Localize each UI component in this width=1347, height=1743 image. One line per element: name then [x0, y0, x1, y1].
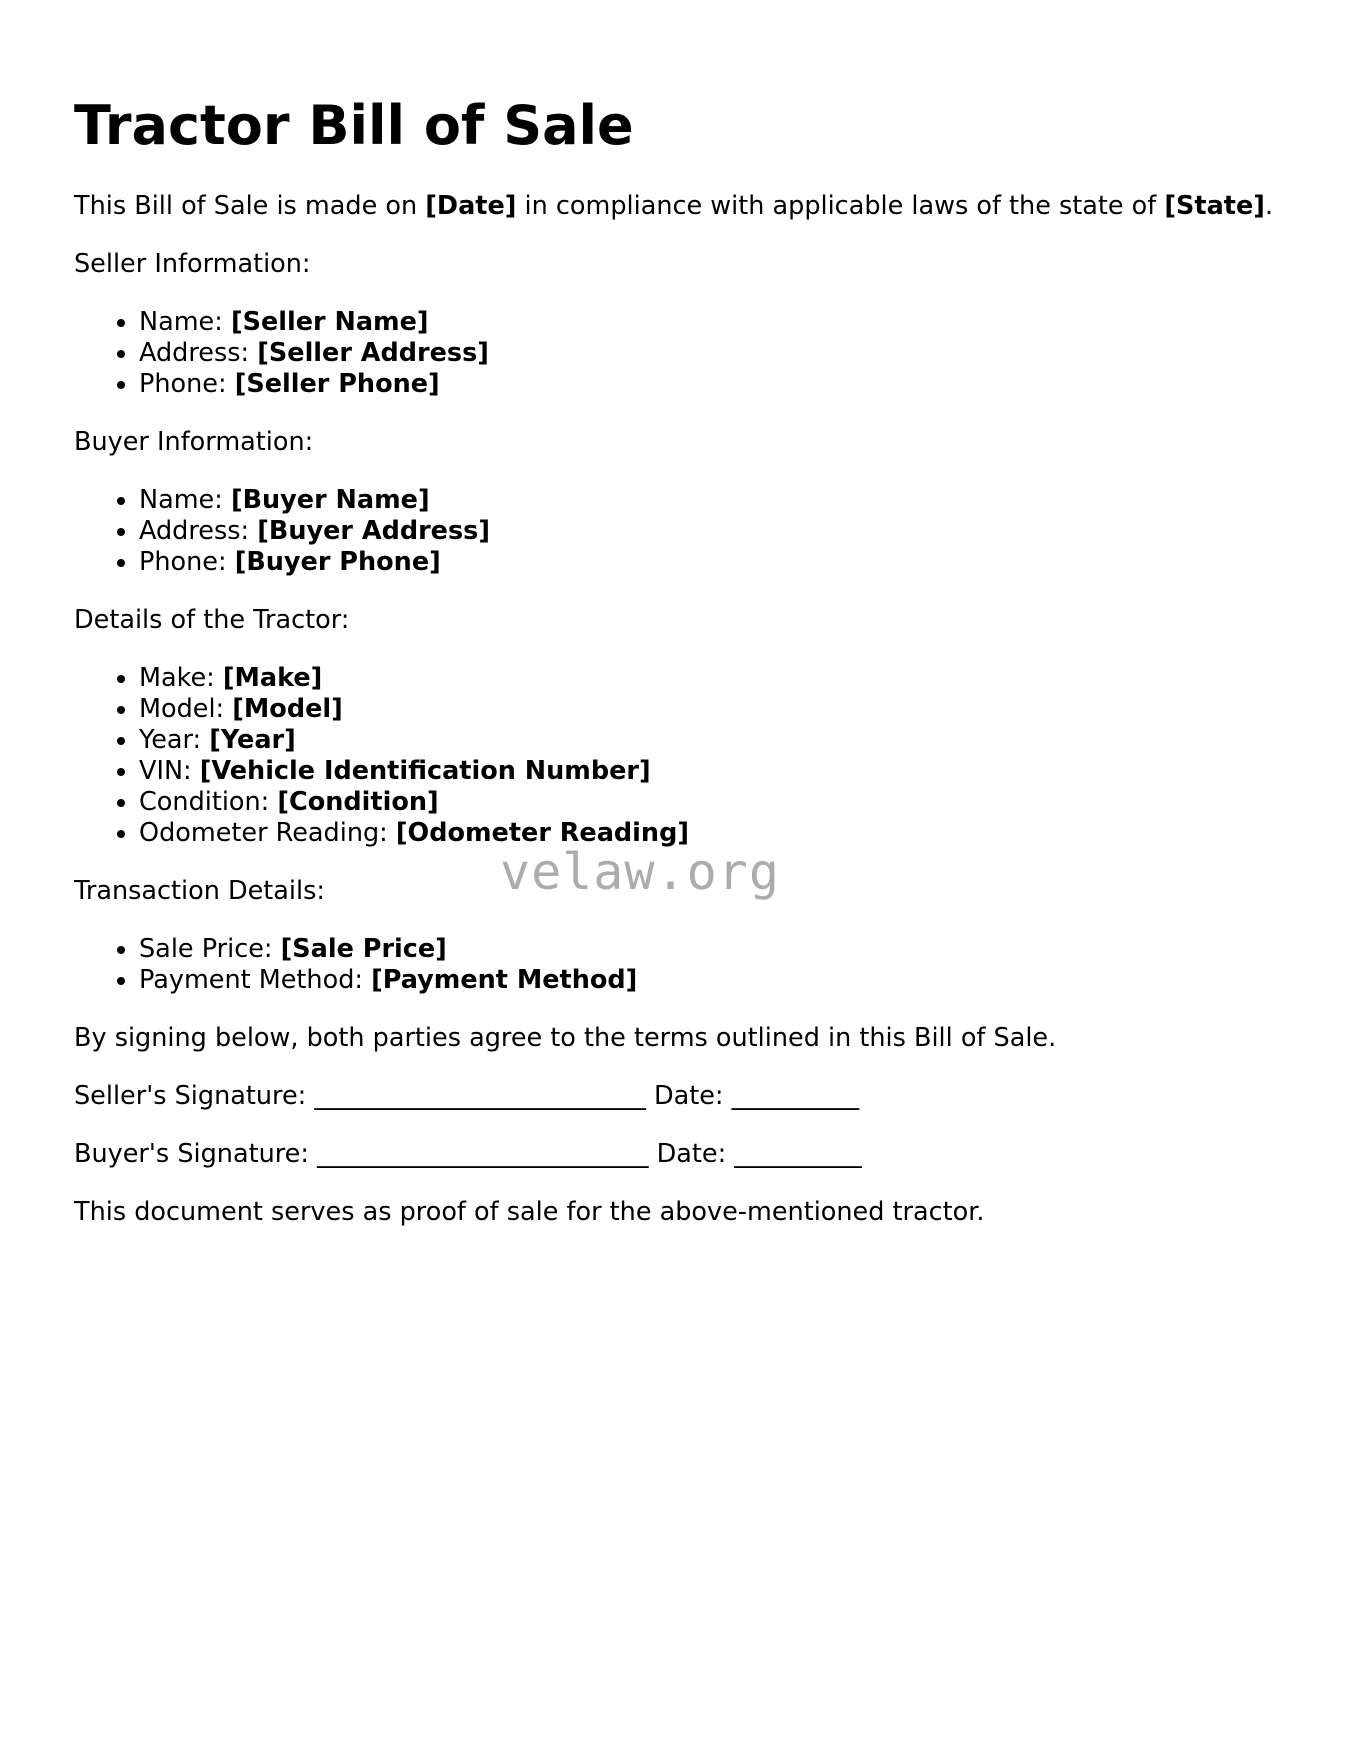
- date-placeholder: [Date]: [425, 191, 517, 221]
- field-value: [Odometer Reading]: [395, 818, 689, 848]
- closing-paragraph: This document serves as proof of sale for the above-mentioned tractor.: [74, 1197, 985, 1227]
- field-value: [Seller Phone]: [234, 369, 440, 399]
- transaction-heading: Transaction Details:: [74, 876, 325, 906]
- seller-address-item: [139, 338, 1274, 369]
- field-label: Model:: [139, 694, 233, 724]
- field-value: [Make]: [222, 663, 323, 693]
- buyer-address-item: [139, 516, 1274, 547]
- intro-prefix: This Bill of Sale is made on: [74, 191, 426, 221]
- field-label: Phone:: [139, 547, 235, 577]
- field-value: [Payment Method]: [371, 965, 638, 995]
- field-value: [Seller Name]: [230, 307, 429, 337]
- field-label: Phone:: [139, 369, 235, 399]
- field-value: [Seller Address]: [257, 338, 489, 368]
- field-value: [Buyer Address]: [257, 516, 490, 546]
- seller-name-item: [139, 307, 1274, 338]
- field-label: VIN:: [139, 756, 200, 786]
- field-label: Year:: [139, 725, 210, 755]
- sale-price-item: [139, 934, 1274, 965]
- tractor-list: [74, 663, 1274, 849]
- field-label: Make:: [139, 663, 223, 693]
- buyer-name-item: [139, 485, 1274, 516]
- seller-signature-line: Seller's Signature: __________________________ Date: __________: [74, 1081, 860, 1111]
- field-label: Sale Price:: [139, 934, 281, 964]
- watermark: velaw.org: [500, 843, 780, 901]
- buyer-phone-item: [139, 547, 1274, 578]
- transaction-list: [74, 934, 1274, 996]
- buyer-heading: Buyer Information:: [74, 427, 314, 457]
- seller-heading: Seller Information:: [74, 249, 311, 279]
- field-label: Name:: [139, 307, 231, 337]
- payment-method-item: [139, 965, 1274, 996]
- field-value: [Condition]: [277, 787, 439, 817]
- field-label: Condition:: [139, 787, 278, 817]
- field-label: Odometer Reading:: [139, 818, 396, 848]
- tractor-model-item: [139, 694, 1274, 725]
- seller-phone-item: [139, 369, 1274, 400]
- field-label: Name:: [139, 485, 231, 515]
- agreement-paragraph: By signing below, both parties agree to the terms outlined in this Bill of Sale.: [74, 1023, 1057, 1053]
- intro-suffix: .: [1264, 191, 1274, 221]
- field-label: Address:: [139, 338, 258, 368]
- state-placeholder: [State]: [1164, 191, 1265, 221]
- tractor-year-item: [139, 725, 1274, 756]
- field-value: [Model]: [232, 694, 343, 724]
- field-value: [Buyer Phone]: [234, 547, 441, 577]
- tractor-heading: Details of the Tractor:: [74, 605, 350, 635]
- document-body: [74, 191, 1274, 1255]
- buyer-list: [74, 485, 1274, 578]
- field-label: Address:: [139, 516, 258, 546]
- field-value: [Vehicle Identification Number]: [199, 756, 651, 786]
- tractor-make-item: [139, 663, 1274, 694]
- buyer-signature-line: Buyer's Signature: __________________________ Date: __________: [74, 1139, 862, 1169]
- field-label: Payment Method:: [139, 965, 372, 995]
- tractor-vin-item: [139, 756, 1274, 787]
- tractor-condition-item: [139, 787, 1274, 818]
- document-title: Tractor Bill of Sale: [74, 94, 634, 157]
- field-value: [Buyer Name]: [230, 485, 430, 515]
- intro-middle: in compliance with applicable laws of the state of: [516, 191, 1165, 221]
- field-value: [Sale Price]: [280, 934, 447, 964]
- field-value: [Year]: [209, 725, 296, 755]
- seller-list: [74, 307, 1274, 400]
- intro-paragraph: [74, 191, 1274, 222]
